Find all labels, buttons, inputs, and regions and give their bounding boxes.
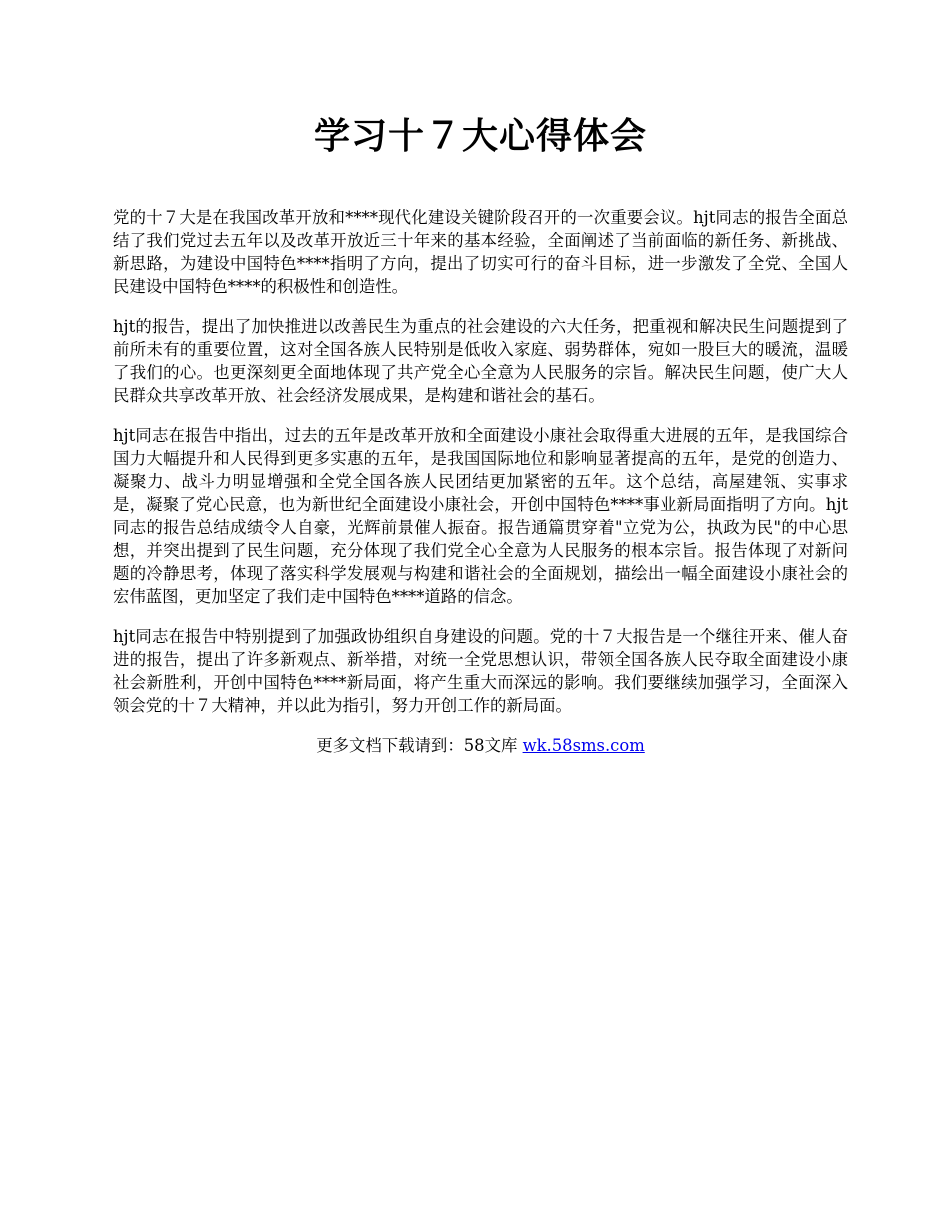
footer-text: 更多文档下载请到：58文库: [316, 736, 523, 755]
download-footer: [113, 734, 848, 757]
body-paragraph-2: hjt的报告，提出了加快推进以改善民生为重点的社会建设的六大任务，把重视和解决民生问题提到了前所未有的重要位置，这对全国各族人民特别是低收入家庭、弱势群体，宛如一股巨大的暖流，温暖了我们的心。也更深刻更全面地体现了共产党全心全意为人民服务的宗旨。解决民生问题，使广大人民群众共享改革开放、社会经济发展成果，是构建和谐社会的基石。: [113, 317, 848, 405]
body-paragraph-3: hjt同志在报告中指出，过去的五年是改革开放和全面建设小康社会取得重大进展的五年，是我国综合国力大幅提升和人民得到更多实惠的五年，是我国国际地位和影响显著提高的五年，是党的创造力、凝聚力、战斗力明显增强和全党全国各族人民团结更加紧密的五年。这个总结，高屋建瓴、实事求是，凝聚了党心民意，也为新世纪全面建设小康社会，开创中国特色****事业新局面指明了方向。hjt同志的报告总结成绩令人自豪，光辉前景催人振奋。报告通篇贯穿着"立党为公，执政为民"的中心思想，并突出提到了民生问题，充分体现了我们党全心全意为人民服务的根本宗旨。报告体现了对新问题的冷静思考，体现了落实科学发展观与构建和谐社会的全面规划，描绘出一幅全面建设小康社会的宏伟蓝图，更加坚定了我们走中国特色****道路的信念。: [113, 426, 848, 606]
document-title: 学习十７大心得体会: [313, 115, 647, 157]
body-paragraph-4: hjt同志在报告中特别提到了加强政协组织自身建设的问题。党的十７大报告是一个继往开来、催人奋进的报告，提出了许多新观点、新举措，对统一全党思想认识，带领全国各族人民夺取全面建设小康社会新胜利，开创中国特色****新局面，将产生重大而深远的影响。我们要继续加强学习，全面深入领会党的十７大精神，并以此为指引，努力开创工作的新局面。: [113, 627, 848, 715]
footer-link[interactable]: wk.58sms.com: [522, 736, 645, 755]
document-page: [113, 112, 848, 757]
body-paragraph-1: 党的十７大是在我国改革开放和****现代化建设关键阶段召开的一次重要会议。hjt同志的报告全面总结了我们党过去五年以及改革开放近三十年来的基本经验，全面阐述了当前面临的新任务、新挑战、新思路，为建设中国特色****指明了方向，提出了切实可行的奋斗目标，进一步激发了全党、全国人民建设中国特色****的积极性和创造性。: [113, 208, 848, 296]
